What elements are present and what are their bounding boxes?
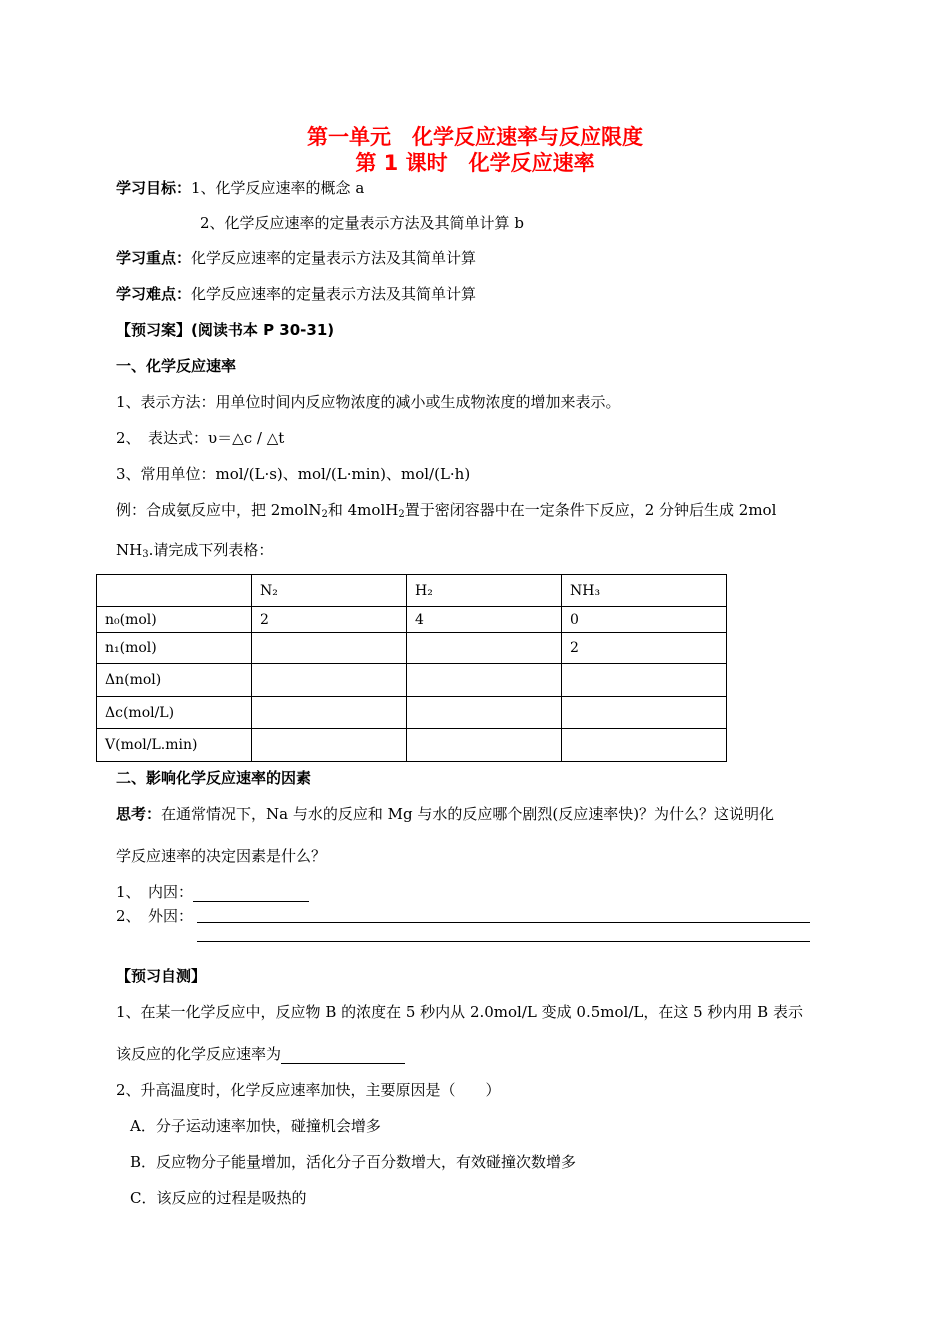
- think-line1: [116, 804, 774, 824]
- example2-text-b: .请完成下列表格：: [148, 541, 274, 559]
- table-cell: [252, 633, 407, 664]
- example-sub-1: 2: [321, 509, 328, 520]
- preview-label: 【预习案】: [116, 321, 192, 339]
- preview-heading: [116, 320, 334, 340]
- example-line2: [116, 540, 273, 560]
- question-2: 2、升高温度时，化学反应速率加快，主要原因是（ ）: [116, 1081, 501, 1099]
- think-text: 在通常情况下，Na 与水的反应和 Mg 与水的反应哪个剧烈(反应速率快)？为什么？这说明化: [161, 805, 775, 823]
- table-cell: [407, 729, 562, 762]
- internal-factor-label: 1、 内因：: [116, 883, 194, 901]
- option-b[interactable]: B．反应物分子能量增加，活化分子百分数增大，有效碰撞次数增多: [130, 1153, 577, 1171]
- example2-sub: 3: [142, 549, 149, 560]
- ammonia-table: [96, 574, 727, 762]
- table-cell: [562, 729, 727, 762]
- key-point-text: 化学反应速率的定量表示方法及其简单计算: [191, 249, 477, 267]
- table-cell: Δn(mol): [97, 664, 252, 697]
- section1-p1: 1、表示方法：用单位时间内反应物浓度的减小或生成物浓度的增加来表示。: [116, 393, 621, 411]
- selftest-heading: 【预习自测】: [116, 967, 207, 985]
- table-row: [97, 664, 727, 697]
- table-cell: V(mol/L.min): [97, 729, 252, 762]
- external-factor-blank-1[interactable]: [197, 922, 810, 923]
- external-factor-blank-2[interactable]: [197, 941, 810, 942]
- table-header-row: [97, 575, 727, 607]
- table-cell: [252, 664, 407, 697]
- table-cell: [252, 697, 407, 729]
- section1-heading: 一、化学反应速率: [116, 357, 237, 375]
- difficulty-text: 化学反应速率的定量表示方法及其简单计算: [191, 285, 477, 303]
- table-cell: 0: [562, 607, 727, 633]
- table-cell: [407, 664, 562, 697]
- example-sub-2: 2: [398, 509, 405, 520]
- question-1-blank[interactable]: [281, 1047, 405, 1064]
- example2-text-a: NH: [116, 541, 143, 559]
- title-lesson: 第 1 课时 化学反应速率: [355, 151, 595, 175]
- table-row: [97, 633, 727, 664]
- example-text-c: 置于密闭容器中在一定条件下反应，2 分钟后生成 2mol: [404, 501, 777, 519]
- external-factor-label: 2、 外因：: [116, 907, 194, 925]
- question-1-text: 该反应的化学反应速率为: [116, 1045, 282, 1063]
- objective-item-2: 2、化学反应速率的定量表示方法及其简单计算 b: [200, 214, 524, 232]
- difficulty-label: 学习难点：: [116, 285, 192, 303]
- objective-item-1: 1、化学反应速率的概念 a: [191, 179, 365, 197]
- table-header-cell: H₂: [407, 575, 562, 607]
- table-cell: 2: [252, 607, 407, 633]
- table-header-cell: N₂: [252, 575, 407, 607]
- option-c[interactable]: C．该反应的过程是吸热的: [130, 1189, 307, 1207]
- table-header-cell: [97, 575, 252, 607]
- table-cell: 4: [407, 607, 562, 633]
- table-cell: n₁(mol): [97, 633, 252, 664]
- section1-p3: 3、常用单位：mol/(L·s)、mol/(L·min)、mol/(L·h): [116, 465, 471, 483]
- example-line1: [116, 500, 776, 520]
- key-point-label: 学习重点：: [116, 249, 192, 267]
- table-row: [97, 607, 727, 633]
- table-cell: 2: [562, 633, 727, 664]
- think-line2: 学反应速率的决定因素是什么？: [116, 847, 327, 865]
- table-cell: [252, 729, 407, 762]
- table-row: [97, 729, 727, 762]
- table-cell: [562, 697, 727, 729]
- table-cell: Δc(mol/L): [97, 697, 252, 729]
- question-1-line2: [116, 1044, 405, 1064]
- think-label: 思考：: [116, 805, 162, 823]
- table-row: [97, 697, 727, 729]
- table-cell: n₀(mol): [97, 607, 252, 633]
- difficulty-line: [116, 284, 476, 304]
- table-cell: [407, 697, 562, 729]
- internal-factor-line: [116, 882, 309, 902]
- section1-p2: 2、 表达式：υ＝△c / △t: [116, 429, 285, 447]
- internal-factor-blank[interactable]: [193, 885, 309, 902]
- preview-ref: (阅读书本 P 30-31): [191, 321, 335, 339]
- table-cell: [407, 633, 562, 664]
- section2-heading: 二、影响化学反应速率的因素: [116, 769, 312, 787]
- title-unit: 第一单元 化学反应速率与反应限度: [307, 125, 643, 149]
- key-point-line: [116, 248, 476, 268]
- table-header-cell: NH₃: [562, 575, 727, 607]
- example-text-b: 和 4molH: [327, 501, 399, 519]
- option-a[interactable]: A．分子运动速率加快，碰撞机会增多: [130, 1117, 381, 1135]
- table-cell: [562, 664, 727, 697]
- objectives-label: 学习目标：: [116, 179, 192, 197]
- example-text-a: 例：合成氨反应中，把 2molN: [116, 501, 322, 519]
- objectives-line1: [116, 178, 364, 198]
- question-1-line1: 1、在某一化学反应中，反应物 B 的浓度在 5 秒内从 2.0mol/L 变成 0.5mol/L，在这 5 秒内用 B 表示: [116, 1003, 803, 1021]
